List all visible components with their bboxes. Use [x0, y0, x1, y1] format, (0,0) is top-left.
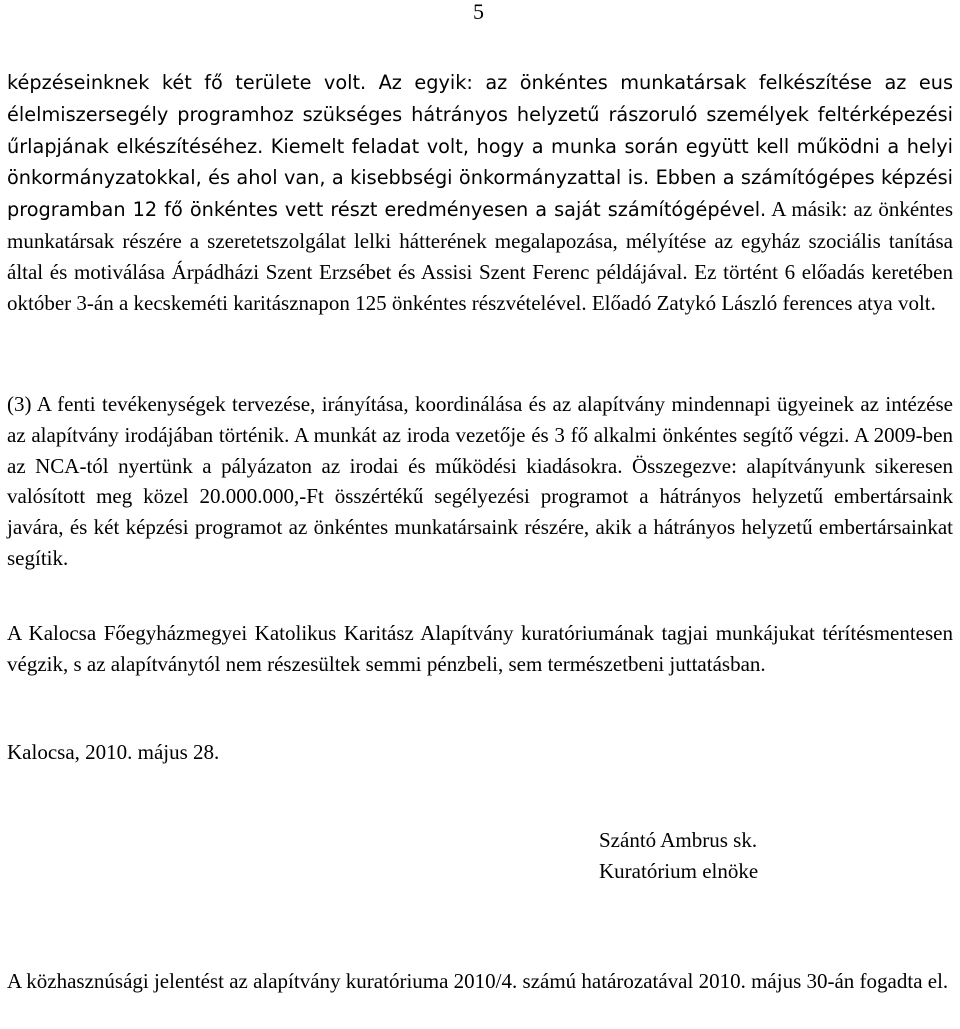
signatory-title: Kuratórium elnöke: [599, 858, 759, 883]
paragraph-activities: (3) A fenti tevékenységek tervezése, irányítása, koordinálása és az alapítvány mindennapi ügyeinek az intézése az alapítvány irodájában történik. A munkát az iroda vezetője és 3 fő alkalmi önkéntes segítő végzi. A 2009-ben az NCA-tól nyertünk a pályázaton az irodai és működési kiadásokra. Összegezve: alapítványunk sikeresen valósított meg közel 20.000.000,-Ft összértékű segélyezési programot a hátrányos helyzetű embertársaink javára, és két képzési programot az önkéntes munkatársaink részére, akik a hátrányos helyzetű embertársainkat segítik.: [7, 392, 953, 570]
page-number: 5: [473, 0, 484, 24]
signature-block: [599, 825, 758, 887]
paragraph-board: A Kalocsa Főegyházmegyei Katolikus Karitász Alapítvány kuratóriumának tagjai munkájukat térítésmentesen végzik, s az alapítványtól nem részesültek semmi pénzbeli, sem természetbeni juttatásban.: [7, 621, 953, 676]
paragraph-approval: A közhasznúsági jelentést az alapítvány kuratóriuma 2010/4. számú határozatával 2010. május 30-án fogadta el.: [7, 969, 949, 993]
signatory-name: Szántó Ambrus sk.: [599, 828, 758, 852]
paragraph-trainings-first-part: képzéseinknek két fő területe volt. Az egyik: az önkéntes munkatársak felkészítése az eus élelmiszersegély programhoz szükséges hátrányos helyzetű rászoruló személyek feltérképezési űrlapjának elkészítéséhez. Kiemelt feladat volt, hogy a munka során együtt kell működni a helyi önkormányzatokkal, és ahol van, a kisebbségi önkormányzattal is. Ebben a számítógépes képzési programban 12 fő önkéntes vett részt eredményesen a saját számítógépével.: [7, 71, 953, 222]
place-and-date: Kalocsa, 2010. május 28.: [7, 740, 220, 764]
paragraph-trainings-second-part: A másik: az önkéntes munkatársak részére a szeretetszolgálat lelki hátterének megalapozása, mélyítése az egyház szociális tanítása által és motiválása Árpádházi Szent Erzsébet és Assisi Szent Ferenc példájával. Ez történt 6 előadás keretében október 3-án a kecskeméti karitásznapon 125 önkéntes részvételével. Előadó Zatykó László ferences atya volt.: [7, 197, 953, 315]
paragraph-trainings: [7, 67, 953, 318]
